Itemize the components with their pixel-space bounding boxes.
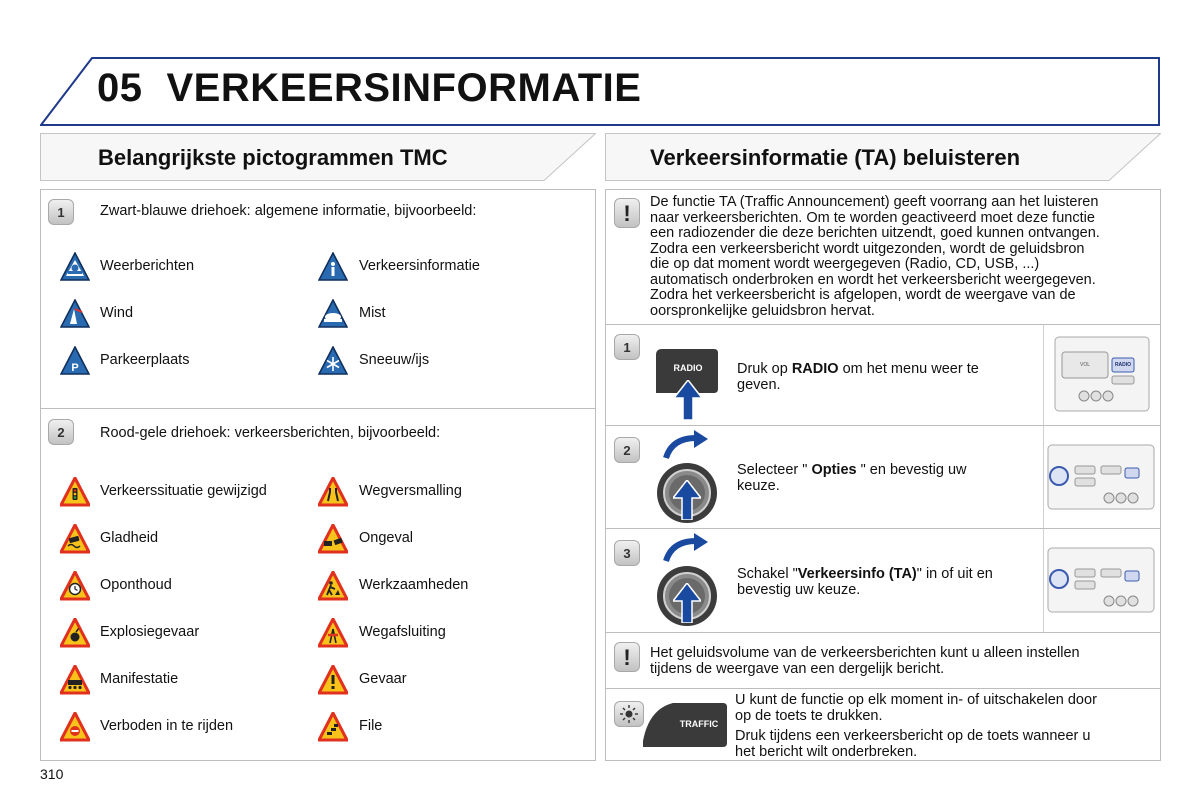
sign-label: Verkeerssituatie gewijzigd — [100, 483, 267, 499]
volume-note: Het geluidsvolume van de verkeersberichten kunt u alleen instellen tijdens de weergave van een dergelijk bericht. — [650, 645, 1080, 677]
ta-description: De functie TA (Traffic Announcement) geeft voorrang aan het luisteren naar verkeersberichten. Om te worden geactiveerd moet deze functie een radiozender die deze berichten uitzendt, goed kunnen ontvangen. Zodra een verkeersbericht wordt uitgezonden, wordt de geluidsbron die op dat moment wordt weergegeven (Radio, CD, USB, ...) automatisch onderbroken en wordt het verkeersbericht weergegeven. Zodra het verkeersbericht is afgelopen, wordt de weergave van de oorspronkelijke geluidsbron hervat. — [650, 194, 1100, 319]
sign-label: Werkzaamheden — [359, 577, 469, 593]
sign-label: Parkeerplaats — [100, 352, 190, 368]
arrow-up-icon — [673, 583, 701, 623]
section1-intro: Zwart-blauwe driehoek: algemene informatie, bijvoorbeeld: — [100, 203, 477, 219]
section2-intro: Rood-gele driehoek: verkeersberichten, bijvoorbeeld: — [100, 425, 441, 441]
sign-label: Ongeval — [359, 530, 414, 546]
traffic-jam-sign-icon — [318, 712, 348, 742]
divider — [606, 632, 1160, 633]
radio-key-label: RADIO — [1114, 362, 1132, 368]
sign-label: Verkeersinformatie — [359, 258, 480, 274]
step-badge: 3 — [614, 540, 640, 566]
sign-label: Oponthoud — [100, 577, 172, 593]
traffic-button-label: TRAFFIC — [679, 719, 719, 729]
sign-label: Verboden in te rijden — [100, 718, 234, 734]
divider — [606, 425, 1160, 426]
explosion-sign-icon — [60, 618, 90, 648]
divider — [1043, 325, 1044, 425]
step2-text: Selecteer " Opties " en bevestig uw keuze. — [737, 462, 967, 494]
fog-sign-icon — [318, 299, 348, 329]
arrow-up-icon — [673, 480, 701, 520]
danger-sign-icon — [318, 665, 348, 695]
sign-label: Explosiegevaar — [100, 624, 200, 640]
right-section-header — [605, 133, 1161, 181]
sign-label: Wind — [100, 305, 134, 321]
event-sign-icon — [60, 665, 90, 695]
sign-label: Manifestatie — [100, 671, 179, 687]
sign-label: Gladheid — [100, 530, 159, 546]
traffic-button-icon — [643, 703, 727, 747]
chapter-title — [97, 66, 641, 111]
accident-sign-icon — [318, 524, 348, 554]
no-entry-sign-icon — [60, 712, 90, 742]
slippery-sign-icon — [60, 524, 90, 554]
step-badge: 1 — [48, 199, 74, 225]
knob-panel-illustration — [1047, 444, 1155, 510]
arrow-up-icon — [674, 380, 702, 420]
roadworks-sign-icon — [318, 571, 348, 601]
sign-label: Weerberichten — [100, 258, 195, 274]
step-badge: 2 — [614, 437, 640, 463]
sign-label: Wegversmalling — [359, 483, 462, 499]
right-section-title: Verkeersinformatie (TA) beluisteren — [650, 145, 1021, 170]
weather-sign-icon — [60, 252, 90, 282]
delay-sign-icon — [60, 571, 90, 601]
page-number: 310 — [40, 766, 64, 782]
parking-sign-icon — [60, 346, 90, 376]
warning-icon: ! — [614, 198, 640, 228]
sun-tip-icon — [614, 701, 644, 727]
knob-panel-illustration — [1047, 547, 1155, 613]
traffic-light-sign-icon — [60, 477, 90, 507]
step1-text: Druk op RADIO om het menu weer te geven. — [737, 361, 979, 393]
sign-label: Gevaar — [359, 671, 407, 687]
radio-panel-illustration — [1054, 336, 1150, 412]
snow-sign-icon — [318, 346, 348, 376]
divider — [606, 528, 1160, 529]
tip-text: U kunt de functie op elk moment in- of uitschakelen door op de toets te drukken. Druk tijdens een verkeersbericht op de toets wanneer u het bericht wilt onderbreken. — [735, 692, 1097, 760]
road-closure-sign-icon — [318, 618, 348, 648]
divider — [1043, 426, 1044, 528]
divider — [41, 408, 595, 409]
divider — [606, 688, 1160, 689]
divider — [606, 324, 1160, 325]
left-section-header — [40, 133, 596, 181]
step3-text: Schakel "Verkeersinfo (TA)" in of uit en bevestig uw keuze. — [737, 566, 993, 598]
radio-button-label: RADIO — [673, 363, 703, 373]
chapter-name: VERKEERSINFORMATIE — [166, 66, 642, 110]
sign-label: Wegafsluiting — [359, 624, 446, 640]
turn-arrow-icon — [662, 533, 710, 563]
info-sign-icon — [318, 252, 348, 282]
step-badge: 1 — [614, 334, 640, 360]
vol-label: VOL — [1079, 362, 1090, 368]
svg-text:P: P — [71, 362, 79, 374]
wind-sign-icon — [60, 299, 90, 329]
chapter-number: 05 — [97, 66, 143, 110]
divider — [1043, 529, 1044, 632]
step-badge: 2 — [48, 419, 74, 445]
left-section-title: Belangrijkste pictogrammen TMC — [98, 145, 448, 170]
turn-arrow-icon — [662, 430, 710, 460]
sign-label: File — [359, 718, 383, 734]
sign-label: Sneeuw/ijs — [359, 352, 430, 368]
warning-icon: ! — [614, 642, 640, 672]
sign-label: Mist — [359, 305, 386, 321]
road-narrowing-sign-icon — [318, 477, 348, 507]
